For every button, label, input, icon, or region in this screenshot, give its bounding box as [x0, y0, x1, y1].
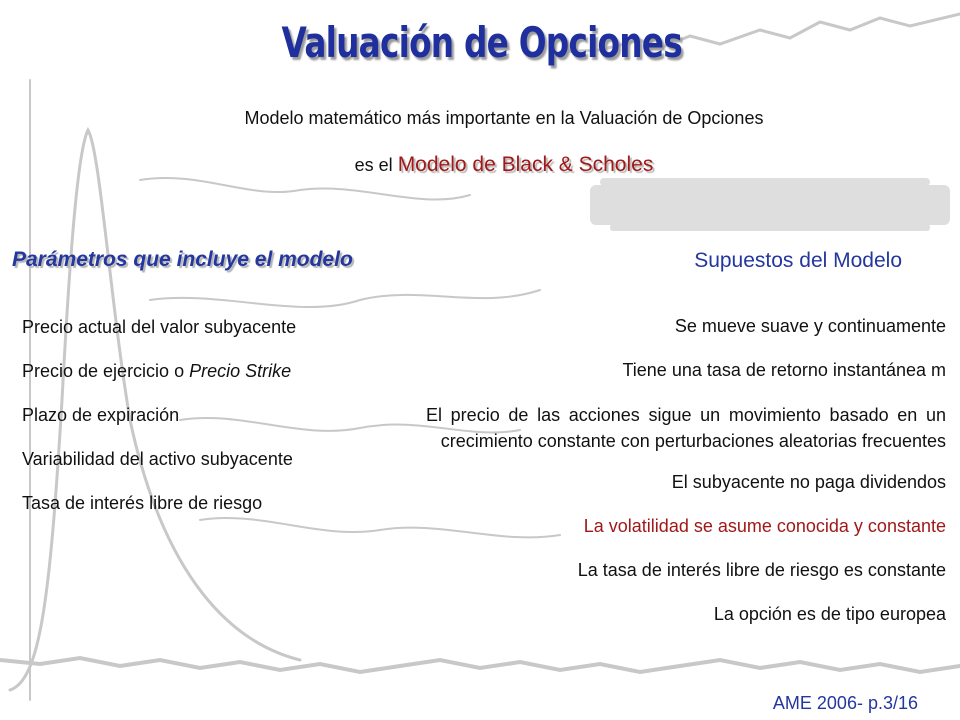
watermark-formula-stroke-2 — [150, 290, 540, 307]
slide-title: Valuación de Opciones — [281, 18, 682, 67]
parameters-list — [22, 315, 442, 515]
assumption-item-highlighted: La volatilidad se asume conocida y constante — [583, 516, 946, 536]
assumption-item: La opción es de tipo europea — [713, 604, 946, 624]
parameter-item: Variabilidad del activo subyacente — [22, 449, 293, 469]
parameter-item: Plazo de expiración — [22, 405, 180, 425]
parameters-heading: Parámetros que incluye el modelo — [12, 248, 353, 271]
intro-line: Modelo matemático más importante en la Valuación de Opciones — [244, 108, 764, 128]
assumptions-heading: Supuestos del Modelo — [694, 249, 902, 272]
parameter-item-text: Precio de ejercicio o — [22, 361, 190, 381]
watermark-noise-block — [590, 178, 950, 231]
assumption-item: El subyacente no paga dividendos — [671, 472, 946, 492]
parameter-item: Precio actual del valor subyacente — [22, 317, 297, 337]
watermark-bottom-wave — [0, 658, 960, 672]
intro-prefix: es el — [354, 155, 398, 175]
assumption-item: La tasa de interés libre de riesgo es constante — [577, 560, 946, 580]
intro-line-model — [0, 153, 960, 177]
parameter-item — [22, 359, 442, 403]
parameter-item-emphasis: Precio Strike — [189, 361, 292, 381]
assumption-item: Se mueve suave y continuamente — [674, 316, 946, 336]
watermark-formula-stroke — [140, 178, 470, 200]
assumptions-list — [426, 314, 946, 646]
assumption-item: El precio de las acciones sigue un movimiento basado en un crecimiento constante con perturbaciones aleatorias frecuentes — [426, 405, 946, 451]
parameter-item: Tasa de interés libre de riesgo — [22, 493, 263, 513]
page-footer: AME 2006- p.3/16 — [772, 693, 918, 713]
assumption-item: Tiene una tasa de retorno instantánea m — [622, 360, 946, 380]
model-name: Modelo de Black & Scholes — [397, 153, 654, 176]
